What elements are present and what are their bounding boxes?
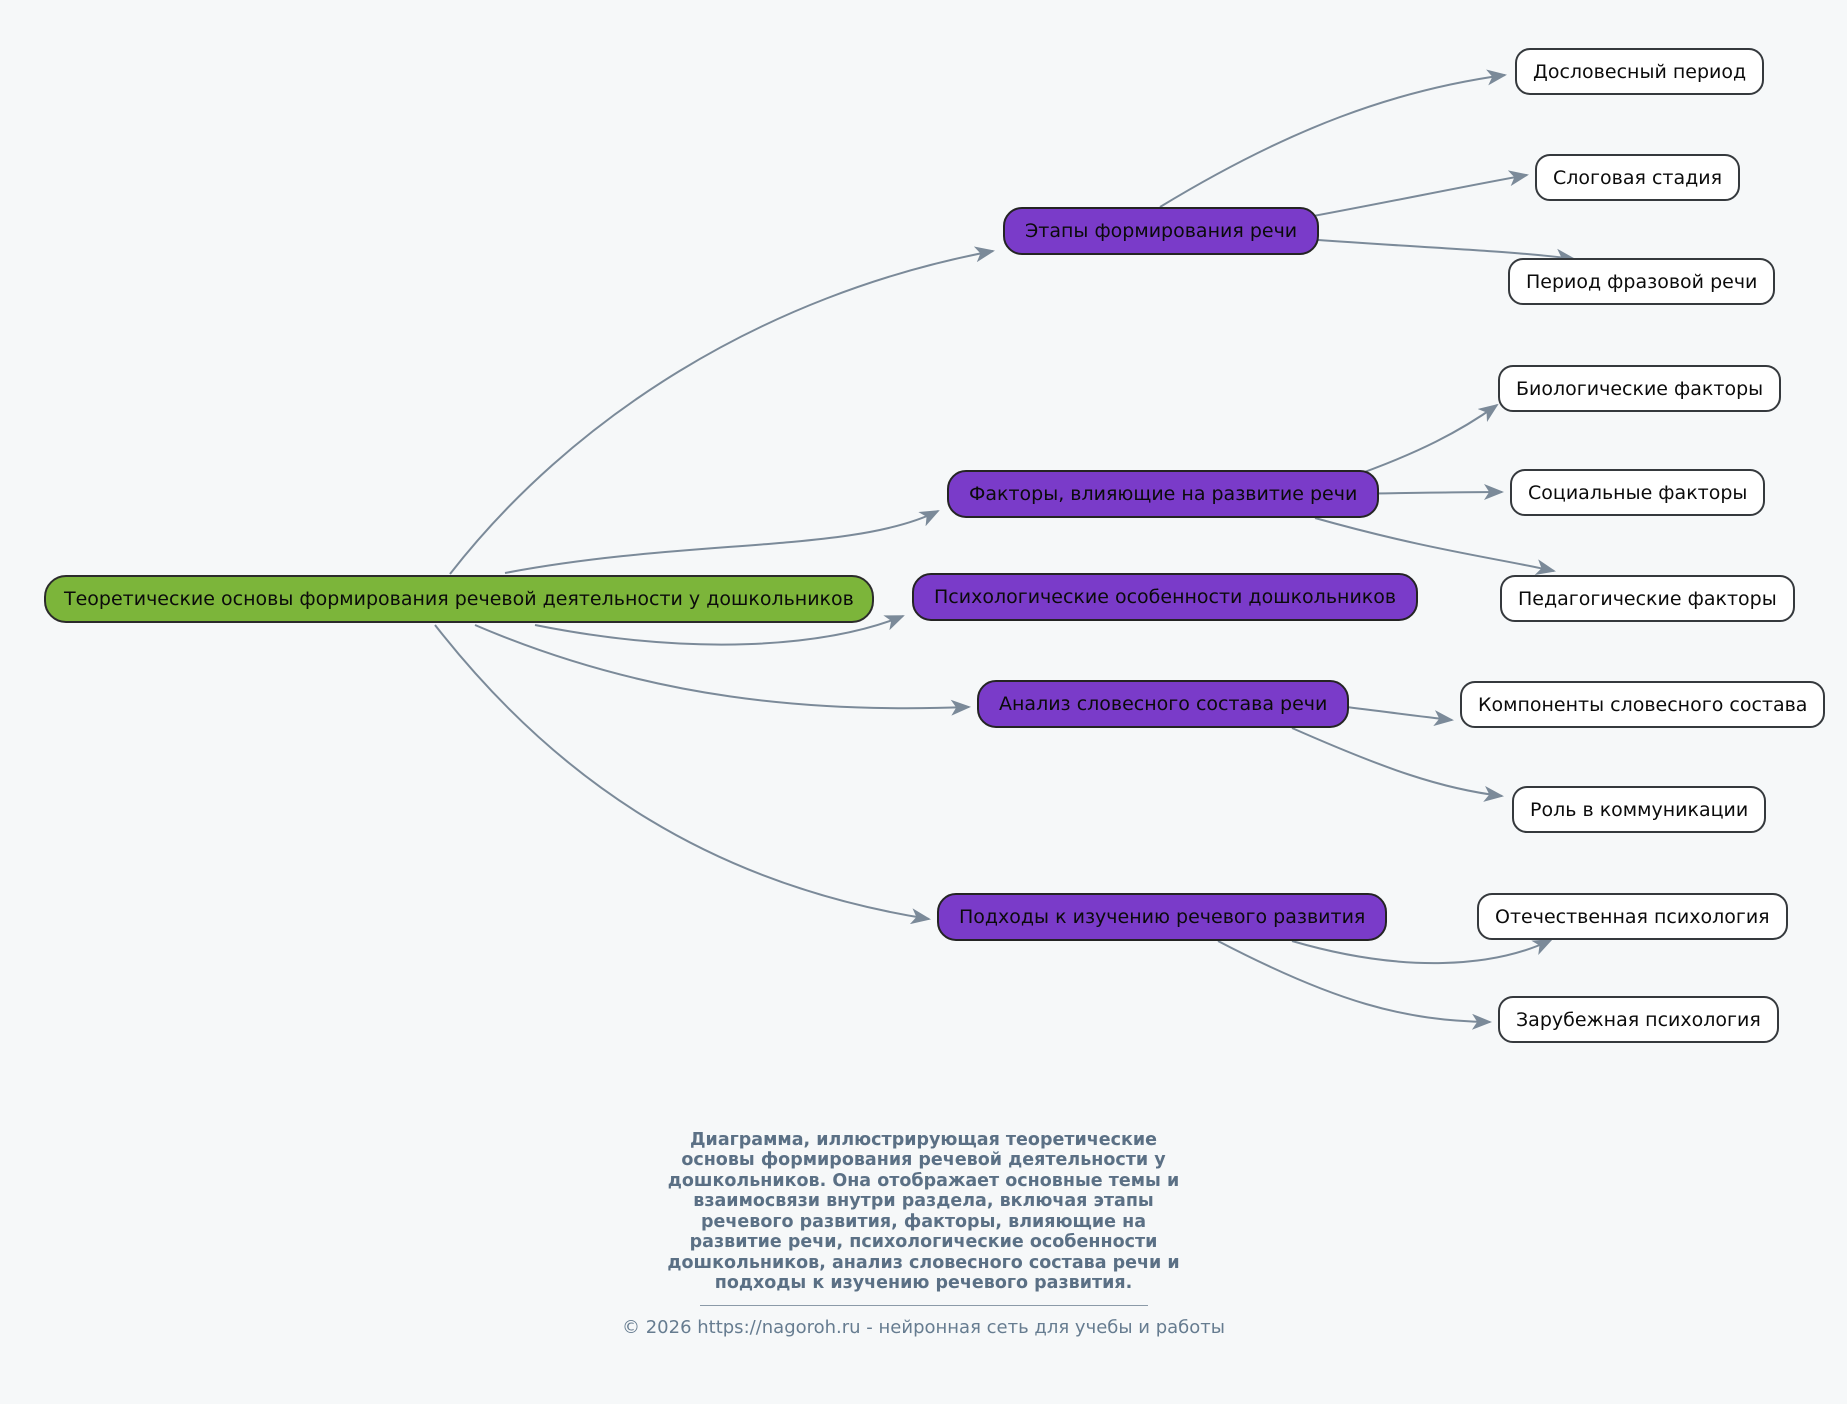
branch-node-psihologicheskie-osobennosti[interactable]: Психологические особенности дошкольников <box>912 573 1418 621</box>
edge-analiz-to-komponenty <box>1338 706 1452 720</box>
leaf-node-otechestvennaya-psihologiya[interactable]: Отечественная психология <box>1477 893 1788 940</box>
edge-faktory-to-bio <box>1345 405 1497 479</box>
edge-faktory-to-pedagog <box>1315 518 1554 571</box>
edge-root-to-faktory <box>505 511 938 573</box>
edge-podhody-to-otech <box>1292 940 1551 963</box>
edge-etapy-to-frazovaya <box>1292 238 1574 259</box>
leaf-node-biologicheskie-faktory[interactable]: Биологические факторы <box>1498 365 1781 412</box>
leaf-node-doslovesny-period[interactable]: Дословесный период <box>1515 48 1764 95</box>
leaf-node-komponenty-slovesnogo-sostava[interactable]: Компоненты словесного состава <box>1460 681 1825 728</box>
edge-root-to-etapy <box>450 251 993 574</box>
edge-analiz-to-rol <box>1292 728 1502 796</box>
leaf-node-period-frazovoy-rechi[interactable]: Период фразовой речи <box>1508 258 1775 305</box>
leaf-node-slogovaya-stadiya[interactable]: Слоговая стадия <box>1535 154 1740 201</box>
edge-root-to-analiz <box>475 625 969 708</box>
copyright-text: © 2026 https://nagoroh.ru - нейронная сеть для учебы и работы <box>621 1316 1225 1338</box>
footer <box>0 1130 1847 1338</box>
leaf-node-socialnye-faktory[interactable]: Социальные факторы <box>1510 469 1765 516</box>
edge-podhody-to-zarub <box>1218 941 1490 1022</box>
edge-root-to-podhody <box>435 625 929 919</box>
leaf-node-rol-v-kommunikacii[interactable]: Роль в коммуникации <box>1512 786 1766 833</box>
branch-node-etapy-formirovaniya-rechi[interactable]: Этапы формирования речи <box>1003 207 1319 255</box>
branch-node-analiz-slovesnogo-sostava[interactable]: Анализ словесного состава речи <box>977 680 1349 728</box>
branch-node-faktory-vliyayushchie[interactable]: Факторы, влияющие на развитие речи <box>947 470 1379 518</box>
edge-etapy-to-slogovaya <box>1292 175 1527 220</box>
leaf-node-pedagogicheskie-faktory[interactable]: Педагогические факторы <box>1500 575 1795 622</box>
diagram-caption: Диаграмма, иллюстрирующая теоретические основы формирования речевой деятельности у дошкольников. Она отображает основные темы и взаимосвязи внутри раздела, включая этапы речевого развития, факторы, влияющие на развитие речи, психологические особенности дошкольников, анализ словесного состава речи и подходы к изучению речевого развития. <box>667 1130 1180 1294</box>
edge-etapy-to-doslovesny <box>1160 75 1505 207</box>
leaf-node-zarubezhnaya-psihologiya[interactable]: Зарубежная психология <box>1498 996 1779 1043</box>
branch-node-podhody-k-izucheniyu[interactable]: Подходы к изучению речевого развития <box>937 893 1387 941</box>
footer-divider <box>700 1305 1148 1306</box>
root-node[interactable]: Теоретические основы формирования речевой деятельности у дошкольников <box>44 575 874 623</box>
